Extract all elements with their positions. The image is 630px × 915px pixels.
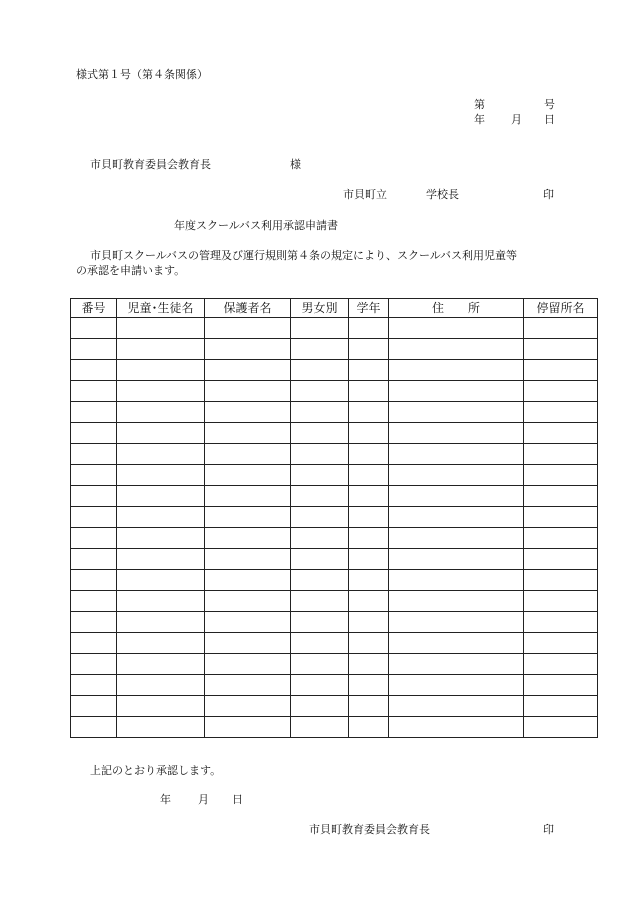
table-cell[interactable] [71,654,117,675]
approval-text: 上記のとおり承認します。 [90,764,222,777]
table-cell[interactable] [524,486,598,507]
addressee-honorific: 様 [290,158,301,171]
table-cell[interactable] [389,444,524,465]
table-cell[interactable] [205,570,291,591]
form-number: 様式第１号（第４条関係） [76,68,208,81]
doc-date-year: 年 [474,113,485,126]
table-cell[interactable] [71,381,117,402]
table-cell[interactable] [291,444,349,465]
table-cell[interactable] [117,507,205,528]
table-cell[interactable] [117,402,205,423]
table-row [71,675,598,696]
table-cell[interactable] [117,423,205,444]
table-cell[interactable] [117,339,205,360]
table-cell[interactable] [205,591,291,612]
applicant-table [70,298,598,738]
table-cell[interactable] [389,402,524,423]
table-row [71,612,598,633]
table-cell[interactable] [205,528,291,549]
table-cell[interactable] [117,528,205,549]
approval-date-day: 日 [232,793,243,806]
table-cell[interactable] [71,465,117,486]
table-cell[interactable] [117,570,205,591]
table-cell[interactable] [205,402,291,423]
table-cell[interactable] [349,360,389,381]
table-cell[interactable] [389,675,524,696]
table-cell[interactable] [117,444,205,465]
table-cell[interactable] [349,675,389,696]
table-cell[interactable] [117,465,205,486]
doc-number-prefix: 第 [474,98,485,111]
table-row [71,381,598,402]
table-cell[interactable] [524,507,598,528]
table-cell[interactable] [389,465,524,486]
table-cell[interactable] [389,570,524,591]
doc-number-suffix: 号 [544,98,555,111]
table-cell[interactable] [389,507,524,528]
table-cell[interactable] [205,696,291,717]
table-cell[interactable] [291,717,349,738]
table-cell[interactable] [205,339,291,360]
table-cell[interactable] [71,633,117,654]
table-cell[interactable] [291,339,349,360]
table-cell[interactable] [71,423,117,444]
table-cell[interactable] [291,549,349,570]
table-cell[interactable] [205,549,291,570]
table-cell[interactable] [117,654,205,675]
table-cell[interactable] [291,528,349,549]
table-cell[interactable] [291,402,349,423]
table-cell[interactable] [291,486,349,507]
table-cell[interactable] [349,507,389,528]
table-body [71,318,598,738]
table-cell[interactable] [349,591,389,612]
table-cell[interactable] [524,402,598,423]
table-cell[interactable] [205,675,291,696]
table-cell[interactable] [117,486,205,507]
table-cell[interactable] [389,696,524,717]
table-cell[interactable] [524,717,598,738]
table-cell[interactable] [524,675,598,696]
table-cell[interactable] [205,318,291,339]
table-cell[interactable] [524,570,598,591]
table-cell[interactable] [117,675,205,696]
table-cell[interactable] [389,318,524,339]
table-cell[interactable] [349,528,389,549]
table-cell[interactable] [291,570,349,591]
table-cell[interactable] [524,591,598,612]
table-cell[interactable] [205,423,291,444]
table-cell[interactable] [71,339,117,360]
table-cell[interactable] [71,570,117,591]
table-cell[interactable] [205,717,291,738]
table-cell[interactable] [389,654,524,675]
table-cell[interactable] [524,633,598,654]
table-cell[interactable] [117,591,205,612]
table-cell[interactable] [71,717,117,738]
table-cell[interactable] [117,696,205,717]
table-cell[interactable] [349,318,389,339]
column-header-guardian-name: 保護者名 [205,299,291,318]
table-row [71,360,598,381]
table-cell[interactable] [291,507,349,528]
table-cell[interactable] [389,423,524,444]
table-cell[interactable] [291,423,349,444]
table-cell[interactable] [71,507,117,528]
table-cell[interactable] [205,486,291,507]
table-cell[interactable] [205,360,291,381]
table-cell[interactable] [205,654,291,675]
table-cell[interactable] [349,444,389,465]
table-row [71,654,598,675]
column-header-gender: 男女別 [291,299,349,318]
table-row [71,696,598,717]
table-row [71,444,598,465]
table-cell[interactable] [389,339,524,360]
table-cell[interactable] [71,528,117,549]
table-cell[interactable] [71,612,117,633]
table-cell[interactable] [349,612,389,633]
table-cell[interactable] [524,654,598,675]
table-cell[interactable] [291,612,349,633]
table-cell[interactable] [349,465,389,486]
table-row [71,633,598,654]
table-row [71,465,598,486]
table-row [71,549,598,570]
table-cell[interactable] [71,318,117,339]
table-cell[interactable] [389,360,524,381]
approval-date-month: 月 [198,793,209,806]
body-line-2: の承認を申請います。 [76,264,186,277]
table-row [71,402,598,423]
table-cell[interactable] [349,717,389,738]
table-cell[interactable] [524,360,598,381]
sender-principal: 学校長 [426,188,459,201]
addressee-name: 市貝町教育委員会教育長 [90,158,211,171]
table-cell[interactable] [524,318,598,339]
table-cell[interactable] [71,360,117,381]
column-header-number: 番号 [71,299,117,318]
table-row [71,591,598,612]
doc-date-day: 日 [544,113,555,126]
table-cell[interactable] [389,549,524,570]
sender-school-prefix: 市貝町立 [343,188,387,201]
table-cell[interactable] [291,381,349,402]
column-header-grade: 学年 [349,299,389,318]
table-cell[interactable] [291,318,349,339]
table-row [71,507,598,528]
table-cell[interactable] [71,549,117,570]
approval-date-year: 年 [160,793,171,806]
table-cell[interactable] [205,507,291,528]
table-row [71,486,598,507]
table-cell[interactable] [291,633,349,654]
document-title: 年度スクールバス利用承認申請書 [174,219,339,232]
table-cell[interactable] [291,675,349,696]
table-cell[interactable] [349,402,389,423]
table-row [71,339,598,360]
table-row [71,423,598,444]
table-cell[interactable] [524,423,598,444]
table-cell[interactable] [524,444,598,465]
table-cell[interactable] [205,612,291,633]
approval-authority: 市貝町教育委員会教育長 [309,823,430,836]
table-cell[interactable] [389,381,524,402]
table-cell[interactable] [524,339,598,360]
table-cell[interactable] [389,717,524,738]
table-cell[interactable] [524,528,598,549]
table-header-row [71,299,598,318]
table-cell[interactable] [71,444,117,465]
table-cell[interactable] [291,696,349,717]
table-cell[interactable] [71,591,117,612]
table-row [71,528,598,549]
table-cell[interactable] [117,360,205,381]
column-header-bus-stop: 停留所名 [524,299,598,318]
table-cell[interactable] [389,486,524,507]
table-cell[interactable] [291,465,349,486]
table-cell[interactable] [389,612,524,633]
column-header-student-name: 児童･生徒名 [117,299,205,318]
approval-seal: 印 [543,823,554,836]
table-cell[interactable] [205,633,291,654]
table-cell[interactable] [349,654,389,675]
table-cell[interactable] [349,381,389,402]
table-cell[interactable] [291,591,349,612]
table-row [71,570,598,591]
table-row [71,717,598,738]
table-cell[interactable] [71,486,117,507]
table-cell[interactable] [389,591,524,612]
table-cell[interactable] [117,633,205,654]
table-cell[interactable] [349,486,389,507]
table-cell[interactable] [524,612,598,633]
table-cell[interactable] [524,549,598,570]
table-cell[interactable] [349,423,389,444]
table-cell[interactable] [349,549,389,570]
table-cell[interactable] [205,444,291,465]
table-cell[interactable] [71,675,117,696]
column-header-address: 住 所 [389,299,524,318]
table-cell[interactable] [205,381,291,402]
table-cell[interactable] [389,633,524,654]
table-cell[interactable] [117,549,205,570]
table-cell[interactable] [291,360,349,381]
doc-date-month: 月 [511,113,522,126]
table-cell[interactable] [524,696,598,717]
table-cell[interactable] [349,339,389,360]
table-cell[interactable] [524,381,598,402]
table-cell[interactable] [291,654,349,675]
table-cell[interactable] [349,633,389,654]
body-line-1: 市貝町スクールバスの管理及び運行規則第４条の規定により、スクールバス利用児童等 [90,249,518,262]
table-cell[interactable] [117,318,205,339]
table-row [71,318,598,339]
table-cell[interactable] [524,465,598,486]
table-cell[interactable] [349,696,389,717]
table-cell[interactable] [117,717,205,738]
table-cell[interactable] [349,570,389,591]
table-cell[interactable] [71,402,117,423]
table-cell[interactable] [117,381,205,402]
table-cell[interactable] [389,528,524,549]
table-cell[interactable] [117,612,205,633]
table-cell[interactable] [205,465,291,486]
sender-seal: 印 [543,188,554,201]
table-cell[interactable] [71,696,117,717]
